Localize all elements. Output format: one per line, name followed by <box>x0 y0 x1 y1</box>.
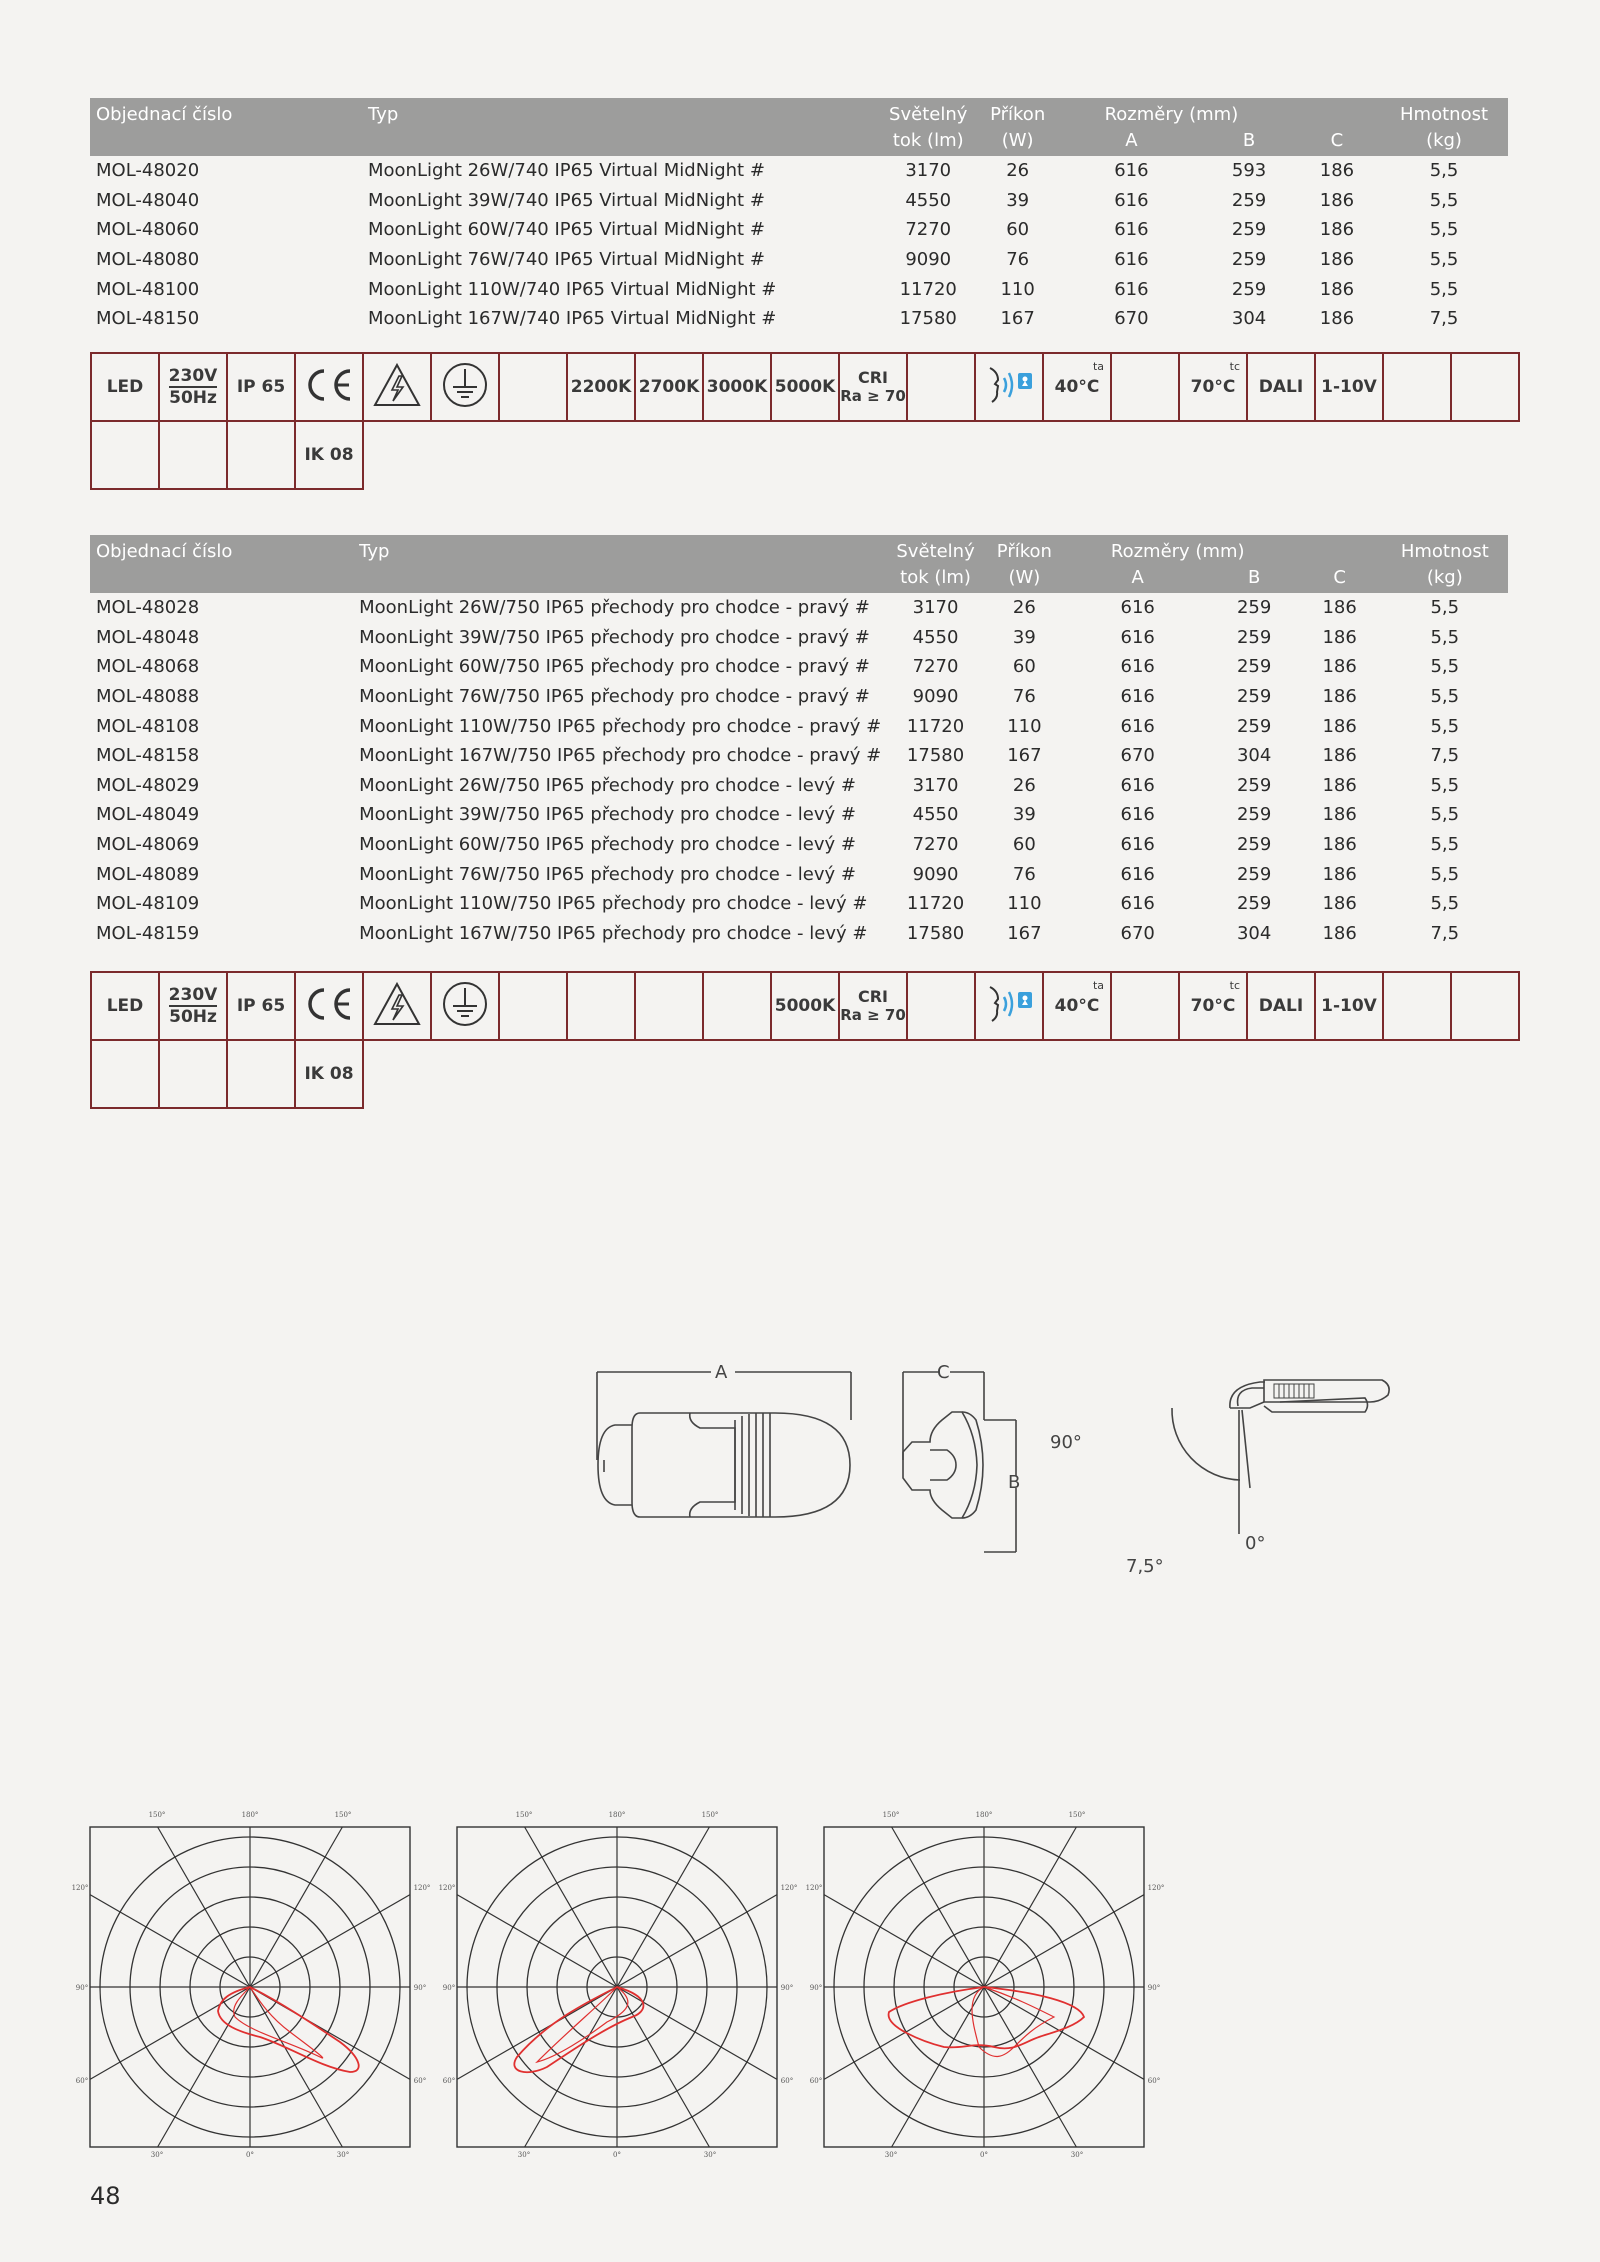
angle-label: 180° <box>608 1811 626 1819</box>
angle-label: 150° <box>701 1811 719 1819</box>
col-order-no: Objednací číslo <box>90 98 362 156</box>
dim-b-cell: 304 <box>1236 745 1272 767</box>
ta-badge: ta 40°C <box>1043 353 1111 421</box>
table-row <box>90 741 1508 771</box>
cri-badge: CRI Ra ≥ 70 <box>839 353 907 421</box>
weight-cell: 5,5 <box>1430 597 1460 619</box>
col-dim-b: B <box>1204 98 1294 156</box>
col-weight: Hmotnost (kg) <box>1380 98 1508 156</box>
order-no-cell: MOL-48060 <box>96 219 200 241</box>
angle-label: 90° <box>809 1984 823 1992</box>
dim-c-cell: 186 <box>1319 160 1355 182</box>
dim-c-cell: 186 <box>1322 863 1357 885</box>
dim-b-cell: 259 <box>1231 278 1267 300</box>
table-header-row <box>90 535 1508 593</box>
type-cell: MoonLight 110W/740 IP65 Virtual MidNight # <box>368 278 777 300</box>
col-flux: Světelný tok (lm) <box>887 535 984 593</box>
dim-c-cell: 186 <box>1319 308 1355 330</box>
dim-b-cell: 304 <box>1236 922 1272 944</box>
weight-cell: 5,5 <box>1430 626 1460 648</box>
empty-cell <box>703 972 771 1040</box>
angle-label: 120° <box>438 1884 456 1892</box>
weight-cell: 5,5 <box>1430 686 1460 708</box>
angle-label: 120° <box>413 1884 431 1892</box>
table-row <box>90 156 1508 186</box>
dim-a-cell: 616 <box>1120 686 1155 708</box>
power-cell: 110 <box>1000 278 1035 300</box>
flux-cell: 3170 <box>912 774 959 796</box>
table-row <box>90 274 1508 304</box>
order-no-cell: MOL-48040 <box>96 189 200 211</box>
angle-label: 150° <box>882 1811 900 1819</box>
angle-label: 60° <box>442 2077 456 2085</box>
flux-cell: 4550 <box>912 626 959 648</box>
power-cell: 26 <box>1012 597 1036 619</box>
weight-cell: 5,5 <box>1429 278 1459 300</box>
flux-cell: 9090 <box>912 686 959 708</box>
dim-a-cell: 616 <box>1114 189 1149 211</box>
power-cell: 167 <box>1007 745 1042 767</box>
angle-label: 30° <box>884 2151 898 2159</box>
dim-c-cell: 186 <box>1319 219 1355 241</box>
order-no-cell: MOL-48080 <box>96 249 200 271</box>
col-order-no: Objednací číslo <box>90 535 353 593</box>
ik-badge: IK 08 <box>295 421 363 489</box>
flux-cell: 4550 <box>912 804 959 826</box>
dim-a-cell: 616 <box>1120 715 1155 737</box>
cct-5000k: 5000K <box>771 972 839 1040</box>
feature-icons-1 <box>90 352 1520 490</box>
flux-cell: 3170 <box>912 597 959 619</box>
type-cell: MoonLight 167W/750 IP65 přechody pro chodce - levý # <box>359 922 868 944</box>
power-cell: 76 <box>1012 863 1036 885</box>
dim-c-cell: 186 <box>1322 834 1357 856</box>
dim-b-cell: 259 <box>1236 863 1272 885</box>
type-cell: MoonLight 110W/750 IP65 přechody pro chodce - levý # <box>359 893 868 915</box>
angle-label: 180° <box>241 1811 259 1819</box>
dim-c-cell: 186 <box>1319 278 1355 300</box>
flux-cell: 7270 <box>905 219 952 241</box>
ce-icon <box>295 972 363 1040</box>
type-cell: MoonLight 60W/750 IP65 přechody pro chodce - pravý # <box>359 656 870 678</box>
dim-c-cell: 186 <box>1322 686 1357 708</box>
power-cell: 76 <box>1012 686 1036 708</box>
col-weight: Hmotnost (kg) <box>1382 535 1508 593</box>
col-dim-b: B <box>1211 535 1298 593</box>
light-distribution-curve <box>889 1987 1084 2048</box>
angle-label: 180° <box>975 1811 993 1819</box>
dim-c-cell: 186 <box>1322 893 1357 915</box>
high-voltage-icon <box>363 972 431 1040</box>
dim-b-cell: 593 <box>1231 160 1267 182</box>
weight-cell: 5,5 <box>1430 834 1460 856</box>
led-badge: LED <box>91 972 159 1040</box>
tc-badge: tc 70°C <box>1179 353 1247 421</box>
table-row <box>90 623 1508 653</box>
empty-cell <box>635 972 703 1040</box>
dim-c-cell: 186 <box>1322 922 1357 944</box>
angle-75-label: 7,5° <box>1126 1556 1164 1577</box>
col-power: Příkon (W) <box>977 98 1059 156</box>
power-cell: 76 <box>1006 249 1030 271</box>
order-no-cell: MOL-48020 <box>96 160 200 182</box>
empty-cell <box>499 353 567 421</box>
dim-c-cell: 186 <box>1322 656 1357 678</box>
angle-label: 60° <box>780 2077 794 2085</box>
voltage-badge: $\frac{230V}{50Hz}$ <box>159 353 227 421</box>
flux-cell: 9090 <box>912 863 959 885</box>
feature-icons-2 <box>90 971 1520 1109</box>
dim-a-cell: 616 <box>1114 278 1149 300</box>
empty-cell <box>1451 972 1519 1040</box>
order-no-cell: MOL-48089 <box>96 863 200 885</box>
order-no-cell: MOL-48048 <box>96 626 200 648</box>
type-cell: MoonLight 26W/750 IP65 přechody pro chodce - pravý # <box>359 597 870 619</box>
angle-label: 90° <box>442 1984 456 1992</box>
cct-2700k: 2700K <box>635 353 703 421</box>
dim-c-cell: 186 <box>1322 626 1357 648</box>
dim-c-cell: 186 <box>1322 745 1357 767</box>
dim-a-cell: 616 <box>1114 219 1149 241</box>
dim-b-cell: 259 <box>1236 597 1272 619</box>
angle-label: 60° <box>75 2077 89 2085</box>
dim-c-cell: 186 <box>1322 715 1357 737</box>
power-cell: 39 <box>1006 189 1030 211</box>
table-row <box>90 771 1508 801</box>
table-body-2 <box>90 593 1508 948</box>
dim-a-cell: 616 <box>1114 249 1149 271</box>
dim-c-cell: 186 <box>1319 189 1355 211</box>
order-no-cell: MOL-48159 <box>96 922 200 944</box>
dim-label-a: A <box>715 1362 728 1383</box>
angle-label: 120° <box>805 1884 823 1892</box>
ground-icon <box>431 353 499 421</box>
type-cell: MoonLight 76W/740 IP65 Virtual MidNight # <box>368 249 765 271</box>
table-row <box>90 186 1508 216</box>
power-cell: 167 <box>1007 922 1042 944</box>
tc-badge: tc 70°C <box>1179 972 1247 1040</box>
table-row <box>90 215 1508 245</box>
power-cell: 110 <box>1007 893 1042 915</box>
empty-cell <box>1111 353 1179 421</box>
power-cell: 167 <box>1000 308 1035 330</box>
col-type: Typ <box>362 98 880 156</box>
col-type: Typ <box>353 535 887 593</box>
polar-diagram-2 <box>439 1811 798 2159</box>
weight-cell: 5,5 <box>1430 893 1460 915</box>
empty-cell <box>159 1040 227 1108</box>
order-no-cell: MOL-48029 <box>96 774 200 796</box>
flux-cell: 4550 <box>905 189 952 211</box>
order-no-cell: MOL-48109 <box>96 893 200 915</box>
col-dim-c: C <box>1294 98 1380 156</box>
dim-b-cell: 259 <box>1236 893 1272 915</box>
dimension-drawing <box>580 1350 1400 1590</box>
table-row <box>90 652 1508 682</box>
dim-b-cell: 259 <box>1236 686 1272 708</box>
voltage-badge: $\frac{230V}{50Hz}$ <box>159 972 227 1040</box>
dim-b-cell: 259 <box>1236 834 1272 856</box>
empty-cell <box>1383 972 1451 1040</box>
angle-label: 150° <box>148 1811 166 1819</box>
ip-badge: IP 65 <box>227 972 295 1040</box>
dim-a-cell: 616 <box>1120 774 1155 796</box>
dim-c-cell: 186 <box>1322 597 1357 619</box>
high-voltage-icon <box>363 353 431 421</box>
cri-badge: CRI Ra ≥ 70 <box>839 972 907 1040</box>
weight-cell: 5,5 <box>1429 219 1459 241</box>
type-cell: MoonLight 26W/750 IP65 přechody pro chodce - levý # <box>359 774 856 796</box>
angle-label: 150° <box>1068 1811 1086 1819</box>
ip-badge: IP 65 <box>227 353 295 421</box>
col-dim-c: C <box>1298 535 1382 593</box>
dim-a-cell: 616 <box>1114 160 1149 182</box>
weight-cell: 5,5 <box>1430 804 1460 826</box>
dim-b-cell: 304 <box>1231 308 1267 330</box>
order-no-cell: MOL-48049 <box>96 804 200 826</box>
dim-b-cell: 259 <box>1236 774 1272 796</box>
dim-a-cell: 616 <box>1120 863 1155 885</box>
order-no-cell: MOL-48068 <box>96 656 200 678</box>
dali-badge: DALI <box>1247 353 1315 421</box>
dim-b-cell: 259 <box>1236 715 1272 737</box>
flux-cell: 3170 <box>905 160 952 182</box>
dim-a-cell: 670 <box>1120 922 1155 944</box>
table-row <box>90 859 1508 889</box>
dim-b-cell: 259 <box>1231 189 1267 211</box>
angle-label: 90° <box>75 1984 89 1992</box>
table-row <box>90 919 1508 949</box>
order-no-cell: MOL-48100 <box>96 278 200 300</box>
empty-cell <box>907 972 975 1040</box>
flux-cell: 11720 <box>899 278 957 300</box>
weight-cell: 5,5 <box>1429 189 1459 211</box>
table-header-row <box>90 98 1508 156</box>
flux-cell: 7270 <box>912 656 959 678</box>
angle-label: 30° <box>517 2151 531 2159</box>
sensor-icon <box>975 353 1043 421</box>
empty-cell <box>499 972 567 1040</box>
table-body-1 <box>90 156 1508 334</box>
cct-3000k: 3000K <box>703 353 771 421</box>
order-no-cell: MOL-48069 <box>96 834 200 856</box>
angle-label: 120° <box>71 1884 89 1892</box>
table-row <box>90 593 1508 623</box>
ground-icon <box>431 972 499 1040</box>
flux-cell: 7270 <box>912 834 959 856</box>
type-cell: MoonLight 110W/750 IP65 přechody pro chodce - pravý # <box>359 715 882 737</box>
dim-a-cell: 616 <box>1120 656 1155 678</box>
polar-diagrams <box>50 1800 1165 2170</box>
table-row <box>90 889 1508 919</box>
power-cell: 26 <box>1006 160 1030 182</box>
weight-cell: 7,5 <box>1429 308 1459 330</box>
col-flux: Světelný tok (lm) <box>880 98 977 156</box>
dim-c-cell: 186 <box>1319 249 1355 271</box>
table-row <box>90 800 1508 830</box>
table-row <box>90 830 1508 860</box>
angle-label: 60° <box>413 2077 427 2085</box>
type-cell: MoonLight 60W/740 IP65 Virtual MidNight # <box>368 219 765 241</box>
product-table-1 <box>90 98 1508 334</box>
angle-label: 150° <box>334 1811 352 1819</box>
power-cell: 60 <box>1012 656 1036 678</box>
empty-cell <box>1451 353 1519 421</box>
order-no-cell: MOL-48028 <box>96 597 200 619</box>
type-cell: MoonLight 26W/740 IP65 Virtual MidNight # <box>368 160 765 182</box>
empty-cell <box>567 972 635 1040</box>
dim-b-cell: 259 <box>1236 656 1272 678</box>
ik-badge: IK 08 <box>295 1040 363 1108</box>
weight-cell: 5,5 <box>1429 249 1459 271</box>
flux-cell: 17580 <box>906 922 965 944</box>
dim-c-cell: 186 <box>1322 774 1357 796</box>
type-cell: MoonLight 39W/740 IP65 Virtual MidNight # <box>368 189 765 211</box>
dim-a-cell: 616 <box>1120 804 1155 826</box>
cct-5000k: 5000K <box>771 353 839 421</box>
empty-cell <box>159 421 227 489</box>
dim-a-cell: 670 <box>1114 308 1149 330</box>
col-dim-a: Rozměry (mm) A <box>1065 535 1211 593</box>
flux-cell: 17580 <box>899 308 957 330</box>
flux-cell: 9090 <box>905 249 952 271</box>
angle-label: 120° <box>1147 1884 1165 1892</box>
order-no-cell: MOL-48158 <box>96 745 200 767</box>
type-cell: MoonLight 76W/750 IP65 přechody pro chodce - pravý # <box>359 686 870 708</box>
dim-a-cell: 616 <box>1120 626 1155 648</box>
flux-cell: 17580 <box>906 745 965 767</box>
dim-a-cell: 670 <box>1120 745 1155 767</box>
empty-cell <box>227 421 295 489</box>
dim-b-cell: 259 <box>1236 804 1272 826</box>
table-row <box>90 304 1508 334</box>
dim-label-b: B <box>1008 1472 1021 1493</box>
sensor-icon <box>975 972 1043 1040</box>
dim-a-cell: 616 <box>1120 597 1155 619</box>
col-dim-a: Rozměry (mm) A <box>1059 98 1205 156</box>
dim-b-cell: 259 <box>1231 249 1267 271</box>
type-cell: MoonLight 39W/750 IP65 přechody pro chodce - levý # <box>359 804 856 826</box>
weight-cell: 5,5 <box>1429 160 1459 182</box>
power-cell: 110 <box>1007 715 1042 737</box>
power-cell: 60 <box>1006 219 1030 241</box>
dim-b-cell: 259 <box>1236 626 1272 648</box>
dim-label-c: C <box>937 1362 950 1383</box>
angle-label: 30° <box>703 2151 717 2159</box>
angle-label: 60° <box>809 2077 823 2085</box>
table-row <box>90 682 1508 712</box>
weight-cell: 5,5 <box>1430 774 1460 796</box>
angle-label: 30° <box>1070 2151 1084 2159</box>
empty-cell <box>907 353 975 421</box>
empty-cell <box>227 1040 295 1108</box>
angle-0-label: 0° <box>1245 1533 1266 1554</box>
type-cell: MoonLight 39W/750 IP65 přechody pro chodce - pravý # <box>359 626 870 648</box>
angle-label: 90° <box>780 1984 794 1992</box>
power-cell: 39 <box>1012 804 1036 826</box>
col-power: Příkon (W) <box>984 535 1065 593</box>
power-cell: 60 <box>1012 834 1036 856</box>
dim-a-cell: 616 <box>1120 834 1155 856</box>
empty-cell <box>91 421 159 489</box>
polar-diagram-3 <box>806 1811 1165 2159</box>
product-table-2 <box>90 535 1508 948</box>
power-cell: 26 <box>1012 774 1036 796</box>
table-row <box>90 711 1508 741</box>
angle-label: 0° <box>980 2151 988 2159</box>
empty-cell <box>91 1040 159 1108</box>
type-cell: MoonLight 167W/740 IP65 Virtual MidNight # <box>368 308 777 330</box>
angle-label: 90° <box>413 1984 427 1992</box>
weight-cell: 5,5 <box>1430 863 1460 885</box>
weight-cell: 5,5 <box>1430 715 1460 737</box>
angle-label: 90° <box>1147 1984 1161 1992</box>
angle-90-label: 90° <box>1050 1432 1082 1453</box>
led-badge: LED <box>91 353 159 421</box>
empty-cell <box>1383 353 1451 421</box>
flux-cell: 11720 <box>906 893 965 915</box>
power-cell: 39 <box>1012 626 1036 648</box>
polar-diagram-1 <box>72 1811 431 2159</box>
order-no-cell: MOL-48108 <box>96 715 200 737</box>
dim-badge: 1-10V <box>1315 353 1383 421</box>
dim-b-cell: 259 <box>1231 219 1267 241</box>
empty-cell <box>1111 972 1179 1040</box>
weight-cell: 5,5 <box>1430 656 1460 678</box>
cct-2200k: 2200K <box>567 353 635 421</box>
angle-label: 150° <box>515 1811 533 1819</box>
angle-label: 0° <box>246 2151 254 2159</box>
table-row <box>90 245 1508 275</box>
page-number: 48 <box>90 2182 121 2210</box>
type-cell: MoonLight 167W/750 IP65 přechody pro chodce - pravý # <box>359 745 882 767</box>
order-no-cell: MOL-48088 <box>96 686 200 708</box>
angle-label: 0° <box>613 2151 621 2159</box>
angle-label: 30° <box>336 2151 350 2159</box>
weight-cell: 7,5 <box>1430 745 1460 767</box>
flux-cell: 11720 <box>906 715 965 737</box>
weight-cell: 7,5 <box>1430 922 1460 944</box>
order-no-cell: MOL-48150 <box>96 308 200 330</box>
type-cell: MoonLight 60W/750 IP65 přechody pro chodce - levý # <box>359 834 856 856</box>
dim-badge: 1-10V <box>1315 972 1383 1040</box>
ce-icon <box>295 353 363 421</box>
dim-a-cell: 616 <box>1120 893 1155 915</box>
type-cell: MoonLight 76W/750 IP65 přechody pro chodce - levý # <box>359 863 856 885</box>
angle-label: 120° <box>780 1884 798 1892</box>
dali-badge: DALI <box>1247 972 1315 1040</box>
ta-badge: ta 40°C <box>1043 972 1111 1040</box>
angle-label: 30° <box>150 2151 164 2159</box>
angle-label: 60° <box>1147 2077 1161 2085</box>
dim-c-cell: 186 <box>1322 804 1357 826</box>
